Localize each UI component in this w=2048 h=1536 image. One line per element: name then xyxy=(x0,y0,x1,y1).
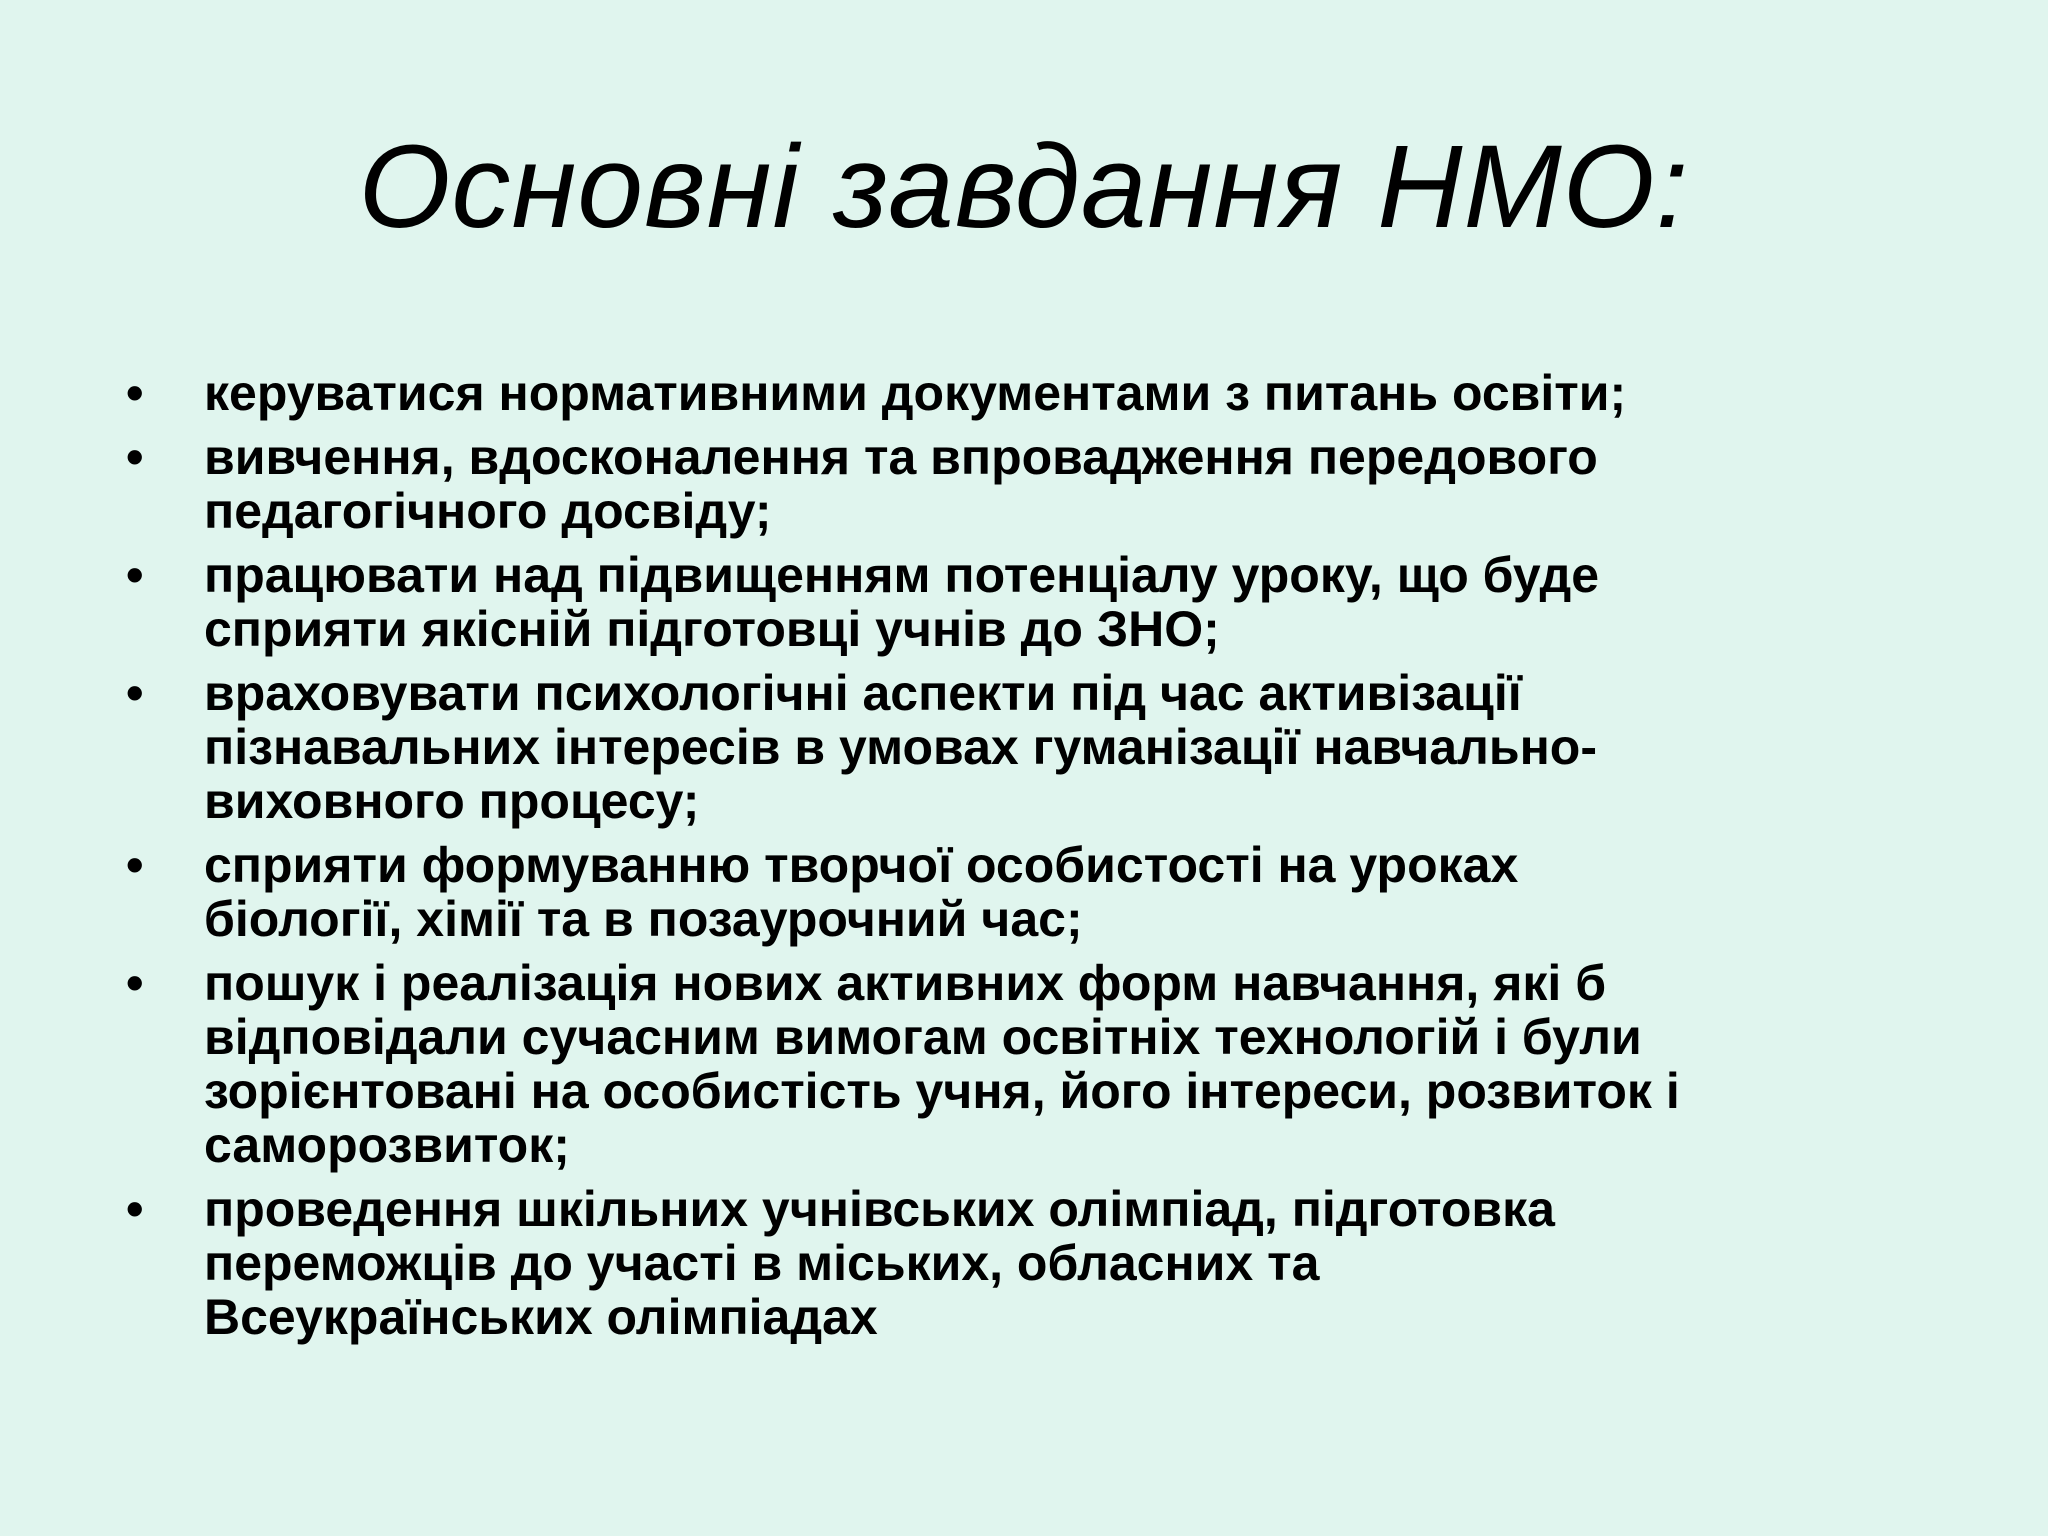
list-item xyxy=(126,1182,2006,1344)
list-item-text: проведення шкільних учнівських олімпіад, підготовка xyxy=(204,1181,1555,1237)
list-item xyxy=(126,666,2006,828)
list-item-text: біології, хімії та в позаурочний час; xyxy=(204,891,1083,947)
list-item xyxy=(126,366,2006,420)
slide-title: Основні завдання НМО: xyxy=(358,121,1690,253)
list-item-text: пізнавальних інтересів в умовах гуманізації навчально- xyxy=(204,719,1597,775)
list-item-text: працювати над підвищенням потенціалу уроку, що буде xyxy=(204,547,1599,603)
list-item-text: виховного процесу; xyxy=(204,773,700,829)
list-item-text: саморозвиток; xyxy=(204,1117,570,1173)
bullet-icon: • xyxy=(126,837,144,893)
list-item-text: керуватися нормативними документами з питань освіти; xyxy=(204,365,1627,421)
list-item xyxy=(126,430,2006,538)
bullet-icon: • xyxy=(126,955,144,1011)
bullet-icon: • xyxy=(126,547,144,603)
list-item-text: Всеукраїнських олімпіадах xyxy=(204,1289,878,1345)
list-item xyxy=(126,838,2006,946)
list-item xyxy=(126,548,2006,656)
bullet-icon: • xyxy=(126,665,144,721)
list-item-text: сприяти якісній підготовці учнів до ЗНО; xyxy=(204,601,1220,657)
list-item xyxy=(126,956,2006,1172)
bullet-icon: • xyxy=(126,1181,144,1237)
list-item-text: переможців до участі в міських, обласних та xyxy=(204,1235,1320,1291)
list-item-text: враховувати психологічні аспекти під час активізації xyxy=(204,665,1522,721)
list-item-text: зорієнтовані на особистість учня, його інтереси, розвиток і xyxy=(204,1063,1680,1119)
list-item-text: сприяти формуванню творчої особистості на уроках xyxy=(204,837,1519,893)
list-item-text: відповідали сучасним вимогам освітніх технологій і були xyxy=(204,1009,1642,1065)
task-list xyxy=(126,366,2006,1354)
list-item-text: педагогічного досвіду; xyxy=(204,483,772,539)
list-item-text: вивчення, вдосконалення та впровадження передового xyxy=(204,429,1598,485)
list-item-text: пошук і реалізація нових активних форм навчання, які б xyxy=(204,955,1607,1011)
bullet-icon: • xyxy=(126,429,144,485)
bullet-icon: • xyxy=(126,365,144,421)
